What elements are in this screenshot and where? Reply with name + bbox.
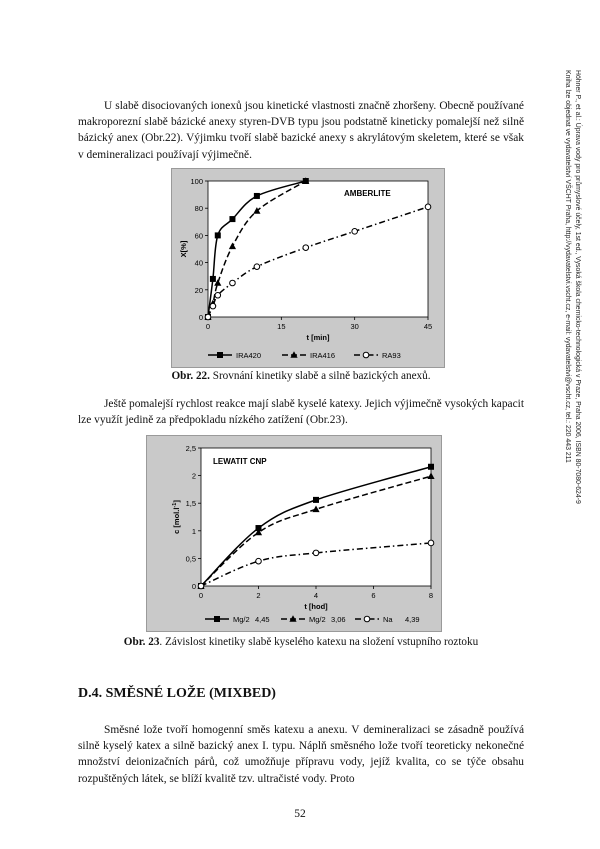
figure-22-frame bbox=[171, 168, 445, 368]
fig23-legend-2-value: 4,39 bbox=[405, 615, 420, 624]
figure-23-chart bbox=[147, 436, 441, 631]
figure-23-caption-text: . Závislost kinetiky slabě kyselého katexu na složení vstupního roztoku bbox=[159, 636, 479, 648]
fig22-legend-2-label: RA93 bbox=[382, 351, 401, 360]
fig22-ytick-label: 40 bbox=[194, 258, 203, 268]
fig23-legend-2-label: Na bbox=[383, 615, 393, 624]
fig22-xtick-label: 15 bbox=[277, 322, 286, 331]
fig23-ytick-label: 2 bbox=[191, 471, 196, 481]
fig22-series-0-point bbox=[229, 216, 235, 222]
fig22-ytick-label: 100 bbox=[190, 177, 203, 186]
figure-23-caption-label: Obr. 23 bbox=[123, 636, 160, 648]
fig23-ytick-label: 1 bbox=[191, 526, 196, 536]
fig22-series-2-point bbox=[303, 245, 309, 251]
fig23-yaxis-label: c $[mol.l^{-1}]$ bbox=[172, 500, 181, 534]
fig22-yaxis-label: X[%] bbox=[179, 240, 188, 258]
fig23-legend-0-label: Mg/2 bbox=[233, 615, 250, 624]
fig22-series-0-point bbox=[254, 193, 260, 199]
fig22-series-2-point bbox=[425, 204, 431, 210]
fig22-ytick-label: 0 bbox=[198, 313, 203, 322]
paragraph-2-text: Ještě pomalejší rychlost reakce mají slabě kyselé katexy. Jejich výjimečně vysokých kapacit lze využít jedině za předpokladu nízkého zatížení (Obr.23). bbox=[78, 398, 524, 427]
figure-22-caption-label: Obr. 22. bbox=[171, 370, 210, 382]
fig23-series-2-point bbox=[428, 540, 434, 546]
fig22-xaxis-label: t [min] bbox=[306, 333, 330, 342]
fig22-xtick-label: 0 bbox=[205, 322, 211, 331]
fig23-legend-0-value: 4,45 bbox=[255, 615, 270, 624]
fig22-annotation: AMBERLITE bbox=[344, 189, 391, 198]
fig22-ytick-label: 20 bbox=[194, 285, 203, 295]
fig23-xtick-label: 8 bbox=[428, 591, 434, 600]
figure-23-frame bbox=[146, 435, 442, 632]
fig22-series-2-point bbox=[352, 229, 358, 235]
fig23-legend-1-label: Mg/2 bbox=[309, 615, 326, 624]
section-heading: D.4. SMĚSNÉ LOŽE (MIXBED) bbox=[78, 686, 276, 701]
fig22-legend-0-marker bbox=[217, 352, 223, 358]
fig22-series-2-point bbox=[210, 303, 216, 309]
fig23-xtick-label: 2 bbox=[256, 591, 261, 600]
fig22-legend-2-marker bbox=[363, 352, 369, 358]
fig23-series-2-point bbox=[256, 558, 262, 564]
figure-22-caption-text: Srovnání kinetiky slabě a silně bazických anexů. bbox=[209, 370, 431, 382]
fig22-legend-0-label: IRA420 bbox=[236, 351, 262, 360]
fig23-plot-area bbox=[201, 448, 431, 586]
paragraph-1-text: U slabě disociovaných ionexů jsou kinetické vlastnosti značně zhoršeny. Obecně používané makroporezní slabě bázické anexy styren-DVB typu jsou podstatně kineticky pomalejší než silně bázický anex (Obr.22). Výjimku tvoří slabě bazické anexy s akrylátovým skeletem, které se však v demineralizaci používají výjimečně. bbox=[78, 100, 524, 161]
figure-22-caption bbox=[78, 370, 524, 382]
figure-23-caption bbox=[78, 636, 524, 648]
fig23-series-2-point bbox=[198, 583, 204, 589]
paragraph-3 bbox=[78, 722, 524, 787]
side-note bbox=[562, 70, 582, 504]
fig22-xtick-label: 30 bbox=[350, 322, 359, 331]
fig22-ytick-label: 60 bbox=[194, 231, 203, 241]
fig22-series-0-point bbox=[210, 276, 216, 282]
fig22-series-2-point bbox=[230, 280, 236, 286]
fig23-ytick-label: 1,5 bbox=[185, 499, 196, 509]
page-number: 52 bbox=[294, 808, 306, 820]
fig23-series-0-point bbox=[428, 464, 434, 470]
fig23-xaxis-label: t [hod] bbox=[304, 602, 328, 611]
fig22-plot-area bbox=[208, 181, 428, 317]
paragraph-3-text: Směsné lože tvoří homogenní směs katexu a anexu. V demineralizaci se zásadně používá silně kyselý katex a silně bazický anex I. typu. Náplň směsného lože tvoří teoreticky nekonečné množství deionizačních párů, což umožňuje přípravu vody, jejíž kvalita, co se týče obsahu rozpuštěných látek, se blíží kvalitě tzv. ultračisté vody. Proto bbox=[78, 724, 524, 785]
fig22-series-0-point bbox=[215, 232, 221, 238]
fig23-series-0-point bbox=[313, 497, 319, 503]
fig22-series-2-point bbox=[215, 292, 221, 298]
side-note-line-1: Höhner P., et al.: Úprava vody pro průmyslové účely, 1st ed., Vysoká škola chemicko-technologická v Praze, Praha 2006, ISBN 80-7080-624-9 bbox=[574, 70, 581, 504]
fig23-annotation: LEWATIT CNP bbox=[213, 457, 267, 466]
fig22-series-2-point bbox=[205, 314, 211, 320]
fig23-legend-0-marker bbox=[214, 616, 220, 622]
fig23-series-2-point bbox=[313, 550, 319, 556]
fig23-ytick-label: 0 bbox=[191, 582, 196, 591]
fig23-xtick-label: 0 bbox=[198, 591, 204, 600]
side-note-line-2: Kniha lze objednat ve vydavatelství VŠCHT Praha, http://vydavatelstvi.vscht.cz, e-mail: vydavatelstvi@vscht.cz, tel.: 220 443 211 bbox=[564, 70, 571, 463]
paragraph-2 bbox=[78, 396, 524, 428]
fig23-legend-2-marker bbox=[364, 616, 370, 622]
fig22-ytick-label: 80 bbox=[194, 204, 203, 214]
fig23-xtick-label: 4 bbox=[313, 591, 319, 600]
fig22-series-2-point bbox=[254, 264, 260, 270]
fig23-yaxis-label-end: ] bbox=[172, 500, 181, 503]
fig23-xtick-label: 6 bbox=[371, 591, 376, 600]
fig22-legend-1-label: IRA416 bbox=[310, 351, 336, 360]
paragraph-1 bbox=[78, 98, 524, 163]
fig23-ytick-label: 2,5 bbox=[185, 444, 196, 453]
figure-22-chart bbox=[172, 169, 444, 367]
fig22-xtick-label: 45 bbox=[423, 322, 433, 331]
fig23-legend-1-value: 3,06 bbox=[331, 615, 346, 624]
fig23-ytick-label: 0,5 bbox=[185, 554, 196, 564]
fig23-yaxis-label-sup: -1 bbox=[172, 502, 178, 508]
